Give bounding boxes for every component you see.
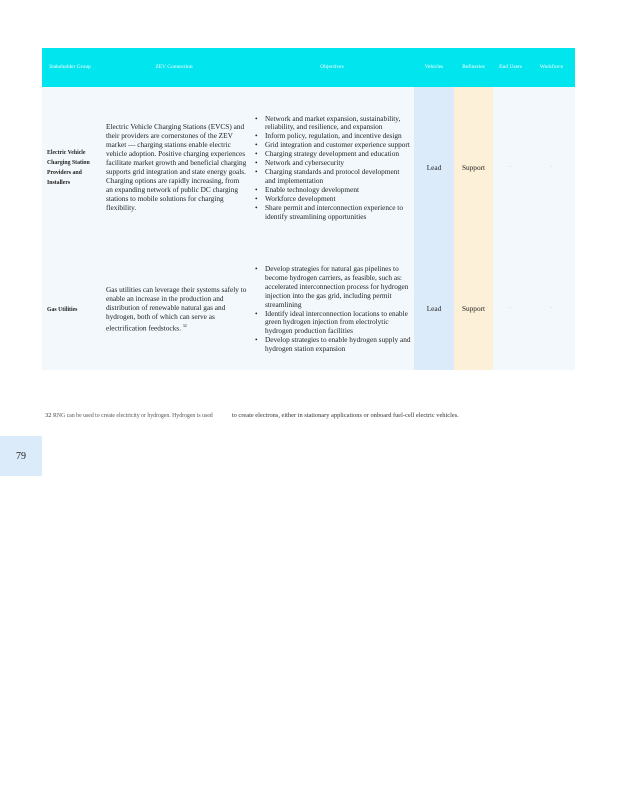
stakeholder-cell: Electric Vehicle Charging Station Providers and Installers — [42, 87, 98, 249]
end-users-role-cell: - — [493, 249, 528, 370]
header-stakeholder-group: Stakeholder Group — [42, 48, 98, 87]
list-item: • Charging strategy development and education — [253, 150, 411, 159]
list-item: • Develop strategies to enable hydrogen supply and hydrogen station expansion — [253, 336, 411, 354]
objectives-cell — [250, 249, 414, 370]
list-item: • Charging standards and protocol development and implementation — [253, 168, 411, 186]
footnote-text-part1: RNG can be used to create electricity or hydrogen. Hydrogen is used — [53, 413, 213, 419]
end-users-role-cell: - — [493, 87, 528, 249]
list-item: • Enable technology development — [253, 186, 411, 195]
header-workforce: Workforce — [528, 48, 575, 87]
refineries-role-cell: Support — [454, 249, 493, 370]
list-item: • Identify ideal interconnection locations to enable green hydrogen injection from electrolytic hydrogen production facilities — [253, 310, 411, 337]
objectives-list — [253, 115, 411, 222]
footnote-number: 32 — [45, 412, 52, 419]
list-item: • Network and cybersecurity — [253, 159, 411, 168]
objectives-list — [253, 265, 411, 354]
table-row — [42, 249, 575, 370]
footnote-ref: 32 — [182, 322, 187, 328]
page-number: 79 — [0, 436, 42, 476]
list-item: • Network and market expansion, sustainability, reliability, and resilience, and expansion — [253, 115, 411, 133]
footnote — [45, 411, 575, 422]
objectives-cell — [250, 87, 414, 249]
header-zev-connection: ZEV Connection — [98, 48, 250, 87]
header-vehicles: Vehicles — [414, 48, 454, 87]
list-item: • Grid integration and customer experience support — [253, 141, 411, 150]
header-end-users: End Users — [493, 48, 528, 87]
connection-cell: Electric Vehicle Charging Stations (EVCS) and their providers are cornerstones of the ZEV market — charging stations enable electric vehicle adoption. Positive charging experiences facilitate market growth and beneficial charging supports grid integration and state energy goals. Charging options are rapidly increasing, from an expanding network of public DC charging stations to mobile solutions for charging flexibility. — [98, 87, 250, 249]
stakeholder-cell: Gas Utilities — [42, 249, 98, 370]
list-item: • Share permit and interconnection experience to identify streamlining opportunities — [253, 204, 411, 222]
vehicles-role-cell: Lead — [414, 249, 454, 370]
workforce-role-cell: - — [528, 249, 575, 370]
connection-text: Gas utilities can leverage their systems safely to enable an increase in the production and distribution of renewable natural gas and hydrogen, both of which can serve as electrification feedstocks. — [106, 285, 247, 333]
stakeholder-table — [42, 48, 575, 370]
header-refineries: Refineries — [454, 48, 493, 87]
list-item: • Workforce development — [253, 195, 411, 204]
workforce-role-cell: - — [528, 87, 575, 249]
table-header-row — [42, 48, 575, 87]
list-item: • Inform policy, regulation, and incentive design — [253, 132, 411, 141]
footnote-text-part2: to create electrons, either in stationary applications or onboard fuel-cell electric vehicles. — [231, 412, 459, 419]
table-row — [42, 87, 575, 249]
refineries-role-cell: Support — [454, 87, 493, 249]
list-item: • Develop strategies for natural gas pipelines to become hydrogen carriers, as feasible, such as: accelerated interconnection process for hydrogen injection into the gas grid, including permit streamlining — [253, 265, 411, 310]
connection-cell — [98, 249, 250, 370]
vehicles-role-cell: Lead — [414, 87, 454, 249]
header-objectives: Objectives — [250, 48, 414, 87]
